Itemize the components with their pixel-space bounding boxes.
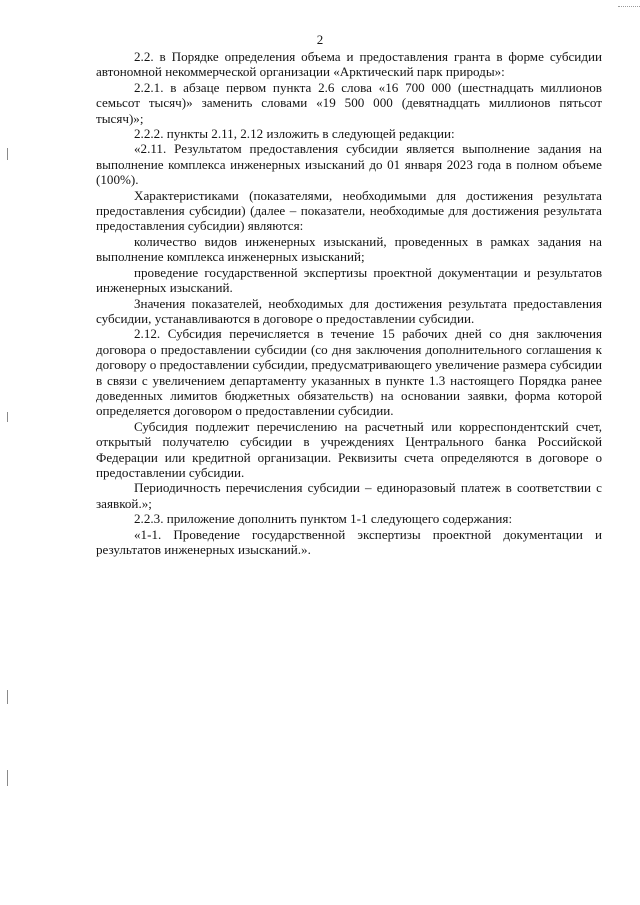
page-number: 2	[316, 32, 324, 47]
paragraph-transfer-account: Субсидия подлежит перечислению на расчетный или корреспондентский счет, открытый получателю субсидии в учреждениях Центрального банка Российской Федерации или кредитной организации. Реквизиты счета определяются в договоре о предоставлении субсидии.	[96, 418, 602, 480]
paragraph-state-expertise: проведение государственной экспертизы проектной документации и результатов инженерных изысканий.	[96, 264, 602, 296]
paragraph-survey-count: количество видов инженерных изысканий, проведенных в рамках задания на выполнение комплекса инженерных изысканий;	[96, 233, 602, 265]
paragraph-2-2-2: 2.2.2. пункты 2.11, 2.12 изложить в следующей редакции:	[134, 126, 455, 142]
paragraph-indicator-values: Значения показателей, необходимых для достижения результата предоставления субсидии, устанавливаются в договоре о предоставлении субсидии.	[96, 295, 602, 326]
scan-margin-mark	[7, 148, 8, 160]
scan-margin-mark	[7, 690, 8, 704]
paragraph-periodicity: Периодичность перечисления субсидии – единоразовый платеж в соответствии с заявкой.»;	[96, 480, 602, 511]
paragraph-appendix-1-1: «1-1. Проведение государственной экспертизы проектной документации и результатов инженерных изысканий.».	[96, 526, 602, 557]
scan-margin-mark	[7, 770, 8, 786]
scan-margin-mark	[7, 412, 8, 422]
paragraph-2-2: 2.2. в Порядке определения объема и предоставления гранта в форме субсидии автономной некоммерческой организации «Арктический парк природы»:	[96, 49, 602, 80]
paragraph-2-12: 2.12. Субсидия перечисляется в течение 15 рабочих дней со дня заключения договора о предоставлении субсидии (со дня заключения дополнительного соглашения к договору о предоставлении субсидии, предусматривающего увеличение размера субсидии в связи с увеличением департаменту указанных в пункте 1.3 настоящего Порядка ранее доведенных лимитов бюджетных обязательств) на основании заявки, форма которой определяется договором о предоставлении субсидии.	[96, 326, 602, 419]
paragraph-2-11: «2.11. Результатом предоставления субсидии является выполнение задания на выполнение комплекса инженерных изысканий до 01 января 2023 года в полном объеме (100%).	[96, 141, 602, 188]
paragraph-2-2-3: 2.2.3. приложение дополнить пунктом 1-1 следующего содержания:	[134, 511, 513, 527]
scan-corner-mark	[618, 0, 640, 7]
paragraph-characteristics: Характеристиками (показателями, необходимыми для достижения результата предоставления субсидии) (далее – показатели, необходимые для достижения результата предоставления субсидии) являются:	[96, 187, 602, 234]
paragraph-2-2-1: 2.2.1. в абзаце первом пункта 2.6 слова «16 700 000 (шестнадцать миллионов семьсот тысяч)» заменить словами «19 500 000 (девятнадцать миллионов пятьсот тысяч)»;	[96, 79, 602, 126]
document-body	[96, 49, 602, 557]
